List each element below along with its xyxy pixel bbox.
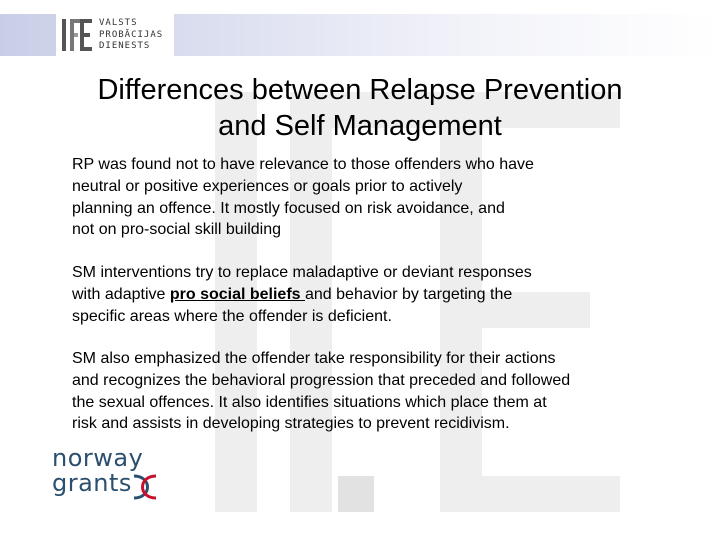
title-line-1: Differences between Relapse Prevention bbox=[97, 74, 623, 106]
p3-line-4: risk and assists in developing strategies to prevent recidivism. bbox=[72, 415, 510, 433]
norway-grants-line-1: norway bbox=[52, 444, 144, 472]
p2-line-2-end: and behavior by targeting the bbox=[305, 285, 513, 303]
paragraph-rp bbox=[72, 154, 672, 241]
title-line-2: and Self Management bbox=[218, 110, 502, 142]
p1-line-1: RP was found not to have relevance to those offenders who have bbox=[72, 156, 534, 173]
p2-line-2 bbox=[72, 284, 672, 306]
p3-line-2: and recognizes the behavioral progression that preceded and followed bbox=[72, 371, 571, 389]
p3-line-1: SM also emphasized the offender take responsibility for their actions bbox=[72, 350, 556, 367]
paragraph-sm-responsibility bbox=[72, 348, 672, 435]
logo-line-1: VALSTS bbox=[99, 18, 138, 28]
norway-grants-emblem-icon bbox=[128, 472, 162, 502]
pro-social-beliefs-link[interactable]: pro social beliefs bbox=[169, 285, 305, 303]
p2-line-3: specific areas where the offender is deficient. bbox=[72, 307, 392, 325]
p2-line-2-start: with adaptive bbox=[72, 285, 170, 303]
p1-line-2: neutral or positive experiences or goals prior to actively bbox=[72, 177, 463, 195]
slide-title bbox=[40, 72, 680, 144]
paragraph-sm-interventions bbox=[72, 262, 672, 327]
p3-line-3: the sexual offences. It also identifies situations which place them at bbox=[72, 393, 547, 411]
logo-line-2: PROBĀCIJAS bbox=[99, 29, 164, 40]
p1-line-4: not on pro-social skill building bbox=[72, 221, 281, 239]
p2-line-1: SM interventions try to replace maladaptive or deviant responses bbox=[72, 264, 532, 281]
logo-line-3: DIENESTS bbox=[99, 41, 151, 51]
p1-line-3: planning an offence. It mostly focused on risk avoidance, and bbox=[72, 199, 505, 217]
norway-grants-line-2: grants bbox=[52, 469, 132, 497]
